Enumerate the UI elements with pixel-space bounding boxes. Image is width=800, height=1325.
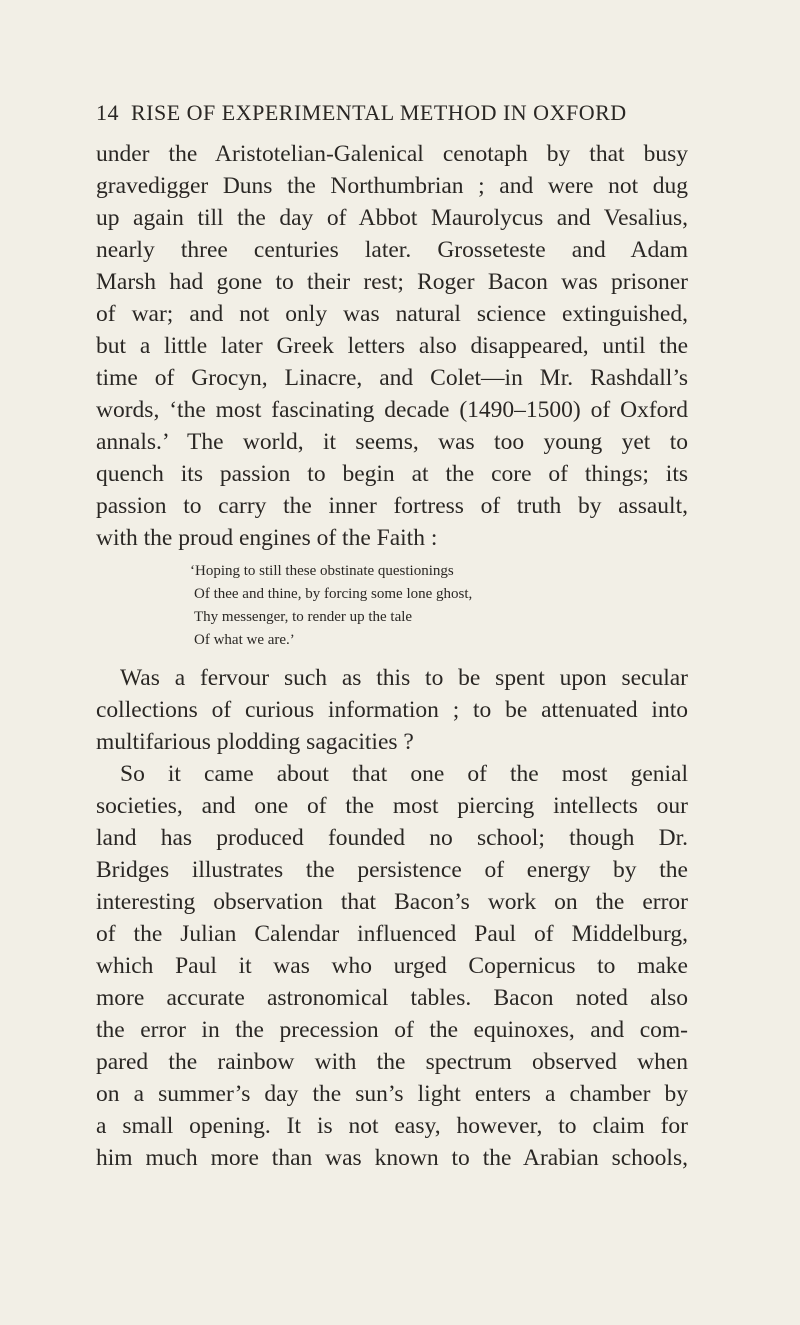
text-line: gravedigger Duns the Northumbrian ; and were not dug xyxy=(96,173,688,199)
text-line: annals.’ The world, it seems, was too young yet to xyxy=(96,429,688,455)
text-line: the error in the precession of the equinoxes, and com- xyxy=(96,1017,688,1043)
verse-line: ‘Hoping to still these obstinate questionings xyxy=(190,563,454,579)
text-line: of war; and not only was natural science extinguished, xyxy=(96,301,688,327)
paragraph-3 xyxy=(96,758,688,1174)
text-line: which Paul it was who urged Copernicus to make xyxy=(96,953,688,979)
text-line: passion to carry the inner fortress of truth by assault, xyxy=(96,493,688,519)
text-line: a small opening. It is not easy, however, to claim for xyxy=(96,1113,688,1139)
text-line: him much more than was known to the Arabian schools, xyxy=(96,1145,688,1171)
running-title: RISE OF EXPERIMENTAL METHOD IN OXFORD xyxy=(131,100,627,125)
text-line: Bridges illustrates the persistence of energy by the xyxy=(96,857,688,883)
verse-line: Of what we are.’ xyxy=(194,632,295,648)
paragraph-2 xyxy=(96,662,688,758)
text-line: Marsh had gone to their rest; Roger Bacon was prisoner xyxy=(96,269,688,295)
paragraph-1 xyxy=(96,138,688,554)
text-line: under the Aristotelian-Galenical cenotaph by that busy xyxy=(96,141,688,167)
text-line: words, ‘the most fascinating decade (1490–1500) of Oxford xyxy=(96,397,688,423)
text-line: up again till the day of Abbot Maurolycus and Vesalius, xyxy=(96,205,688,231)
text-line: on a summer’s day the sun’s light enters a chamber by xyxy=(96,1081,688,1107)
running-header xyxy=(96,100,736,126)
text-line: more accurate astronomical tables. Bacon noted also xyxy=(96,985,688,1011)
text-line: of the Julian Calendar influenced Paul of Middelburg, xyxy=(96,921,688,947)
text-line: multifarious plodding sagacities ? xyxy=(96,729,414,755)
text-line: land has produced founded no school; though Dr. xyxy=(96,825,688,851)
page-number: 14 xyxy=(96,100,119,125)
text-line: pared the rainbow with the spectrum observed when xyxy=(96,1049,688,1075)
text-line: with the proud engines of the Faith : xyxy=(96,525,438,551)
verse-quotation xyxy=(96,560,688,652)
text-line: collections of curious information ; to be attenuated into xyxy=(96,697,688,723)
verse-line: Thy messenger, to render up the tale xyxy=(194,609,413,625)
text-line: Was a fervour such as this to be spent upon secular xyxy=(120,665,688,691)
text-line: interesting observation that Bacon’s work on the error xyxy=(96,889,688,915)
text-line: but a little later Greek letters also disappeared, until the xyxy=(96,333,688,359)
text-line: nearly three centuries later. Grosseteste and Adam xyxy=(96,237,688,263)
verse-line: Of thee and thine, by forcing some lone ghost, xyxy=(194,586,473,602)
text-line: societies, and one of the most piercing intellects our xyxy=(96,793,688,819)
text-line: time of Grocyn, Linacre, and Colet—in Mr. Rashdall’s xyxy=(96,365,688,391)
page-body xyxy=(96,138,688,1174)
text-line: quench its passion to begin at the core of things; its xyxy=(96,461,688,487)
text-line: So it came about that one of the most genial xyxy=(120,761,688,787)
